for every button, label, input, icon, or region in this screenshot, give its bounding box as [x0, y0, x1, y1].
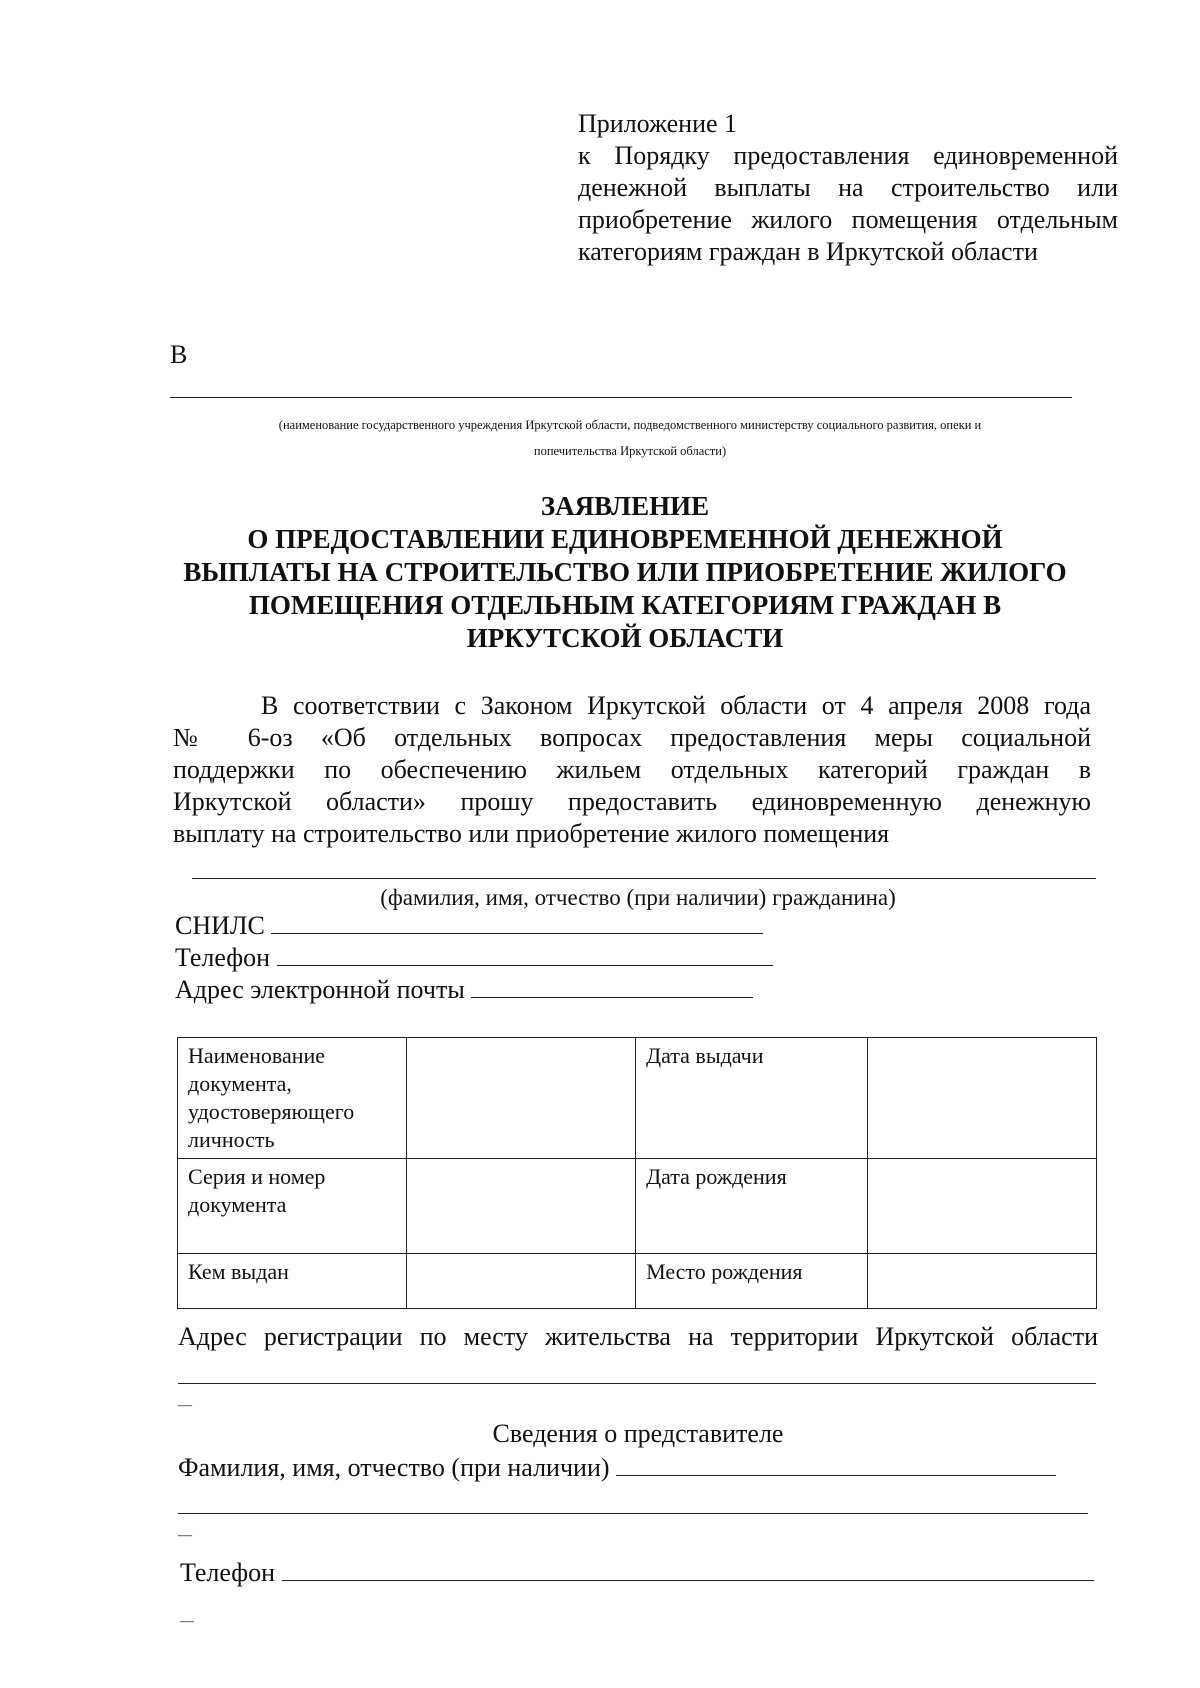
- representative-phone-dash: —: [180, 1614, 194, 1629]
- body-line: поддержки по обеспечению жильем отдельных категорий граждан в: [173, 755, 1091, 784]
- application-text: [173, 690, 1091, 850]
- table-cell-label: Кем выдан: [178, 1254, 407, 1309]
- representative-dash: —: [178, 1528, 192, 1543]
- title-line: ЗАЯВЛЕНИЕ: [540, 491, 710, 521]
- body-line: В соответствии с Законом Иркутской области от 4 апреля 2008 года: [261, 691, 1091, 720]
- addressee-line[interactable]: [170, 397, 1072, 398]
- email-input-line[interactable]: [471, 975, 753, 998]
- body-line: выплату на строительство или приобретение жилого помещения: [173, 819, 890, 848]
- table-cell-value[interactable]: [867, 1159, 1096, 1254]
- phone-label: Телефон: [175, 943, 271, 972]
- representative-phone-label: Телефон: [180, 1558, 276, 1587]
- phone-field: [175, 943, 773, 973]
- snils-input-line[interactable]: [271, 911, 763, 934]
- appendix-line: денежной выплаты на строительство или: [578, 173, 1118, 202]
- phone-input-line[interactable]: [277, 943, 773, 966]
- appendix-block: [578, 108, 1118, 268]
- representative-name-label: Фамилия, имя, отчество (при наличии): [178, 1453, 610, 1482]
- title-line: ИРКУТСКОЙ ОБЛАСТИ: [466, 623, 784, 653]
- representative-phone-field: [180, 1558, 1094, 1588]
- table-row: [178, 1038, 1097, 1159]
- table-cell-label: Дата выдачи: [636, 1038, 868, 1159]
- registration-input-line[interactable]: [178, 1383, 1096, 1384]
- identity-document-table: [177, 1037, 1097, 1309]
- registration-label: Адрес регистрации по месту жительства на территории Иркутской области: [178, 1322, 1098, 1351]
- title-line: ПОМЕЩЕНИЯ ОТДЕЛЬНЫМ КАТЕГОРИЯМ ГРАЖДАН В: [248, 590, 1002, 620]
- email-label: Адрес электронной почты: [175, 975, 465, 1004]
- appendix-line: приобретение жилого помещения отдельным: [578, 205, 1118, 234]
- representative-name-field: [178, 1453, 1056, 1483]
- table-cell-label: Дата рождения: [636, 1159, 868, 1254]
- appendix-line: категориям граждан в Иркутской области: [578, 237, 1038, 266]
- title-line: О ПРЕДОСТАВЛЕНИИ ЕДИНОВРЕМЕННОЙ ДЕНЕЖНОЙ: [247, 524, 1003, 554]
- title-line: ВЫПЛАТЫ НА СТРОИТЕЛЬСТВО ИЛИ ПРИОБРЕТЕНИЕ ЖИЛОГО: [183, 557, 1067, 587]
- body-line: № 6-оз «Об отдельных вопросах предоставления меры социальной: [173, 723, 1091, 752]
- table-cell-label: Место рождения: [636, 1254, 868, 1309]
- appendix-line: к Порядку предоставления единовременной: [578, 141, 1118, 170]
- table-row: [178, 1159, 1097, 1254]
- document-title: [160, 490, 1090, 655]
- appendix-line: Приложение 1: [578, 109, 738, 138]
- snils-label: СНИЛС: [175, 911, 265, 940]
- table-cell-value[interactable]: [406, 1159, 635, 1254]
- email-field: [175, 975, 753, 1005]
- representative-phone-input-line[interactable]: [282, 1558, 1094, 1581]
- representative-name-input-line[interactable]: [616, 1453, 1056, 1476]
- addressee-caption-2: попечительства Иркутской области): [533, 444, 727, 458]
- body-line: Иркутской области» прошу предоставить единовременную денежную: [173, 787, 1091, 816]
- table-cell-value[interactable]: [406, 1038, 635, 1159]
- table-cell-value[interactable]: [867, 1038, 1096, 1159]
- addressee-caption-1: (наименование государственного учреждения Иркутской области, подведомственного министерству социального развития, опеки и: [278, 418, 982, 432]
- representative-heading: Сведения о представителе: [492, 1419, 784, 1448]
- table-cell-value[interactable]: [867, 1254, 1096, 1309]
- applicant-name-caption: (фамилия, имя, отчество (при наличии) гражданина): [380, 885, 896, 910]
- table-cell-label: Наименование документа, удостоверяющего личность: [178, 1038, 407, 1159]
- table-cell-label: Серия и номер документа: [178, 1159, 407, 1254]
- snils-field: [175, 911, 763, 941]
- table-row: [178, 1254, 1097, 1309]
- addressee-prefix: В: [170, 340, 188, 369]
- table-cell-value[interactable]: [406, 1254, 635, 1309]
- registration-dash: —: [178, 1398, 192, 1413]
- representative-name-line-2[interactable]: [178, 1513, 1088, 1514]
- applicant-name-line[interactable]: [192, 878, 1096, 879]
